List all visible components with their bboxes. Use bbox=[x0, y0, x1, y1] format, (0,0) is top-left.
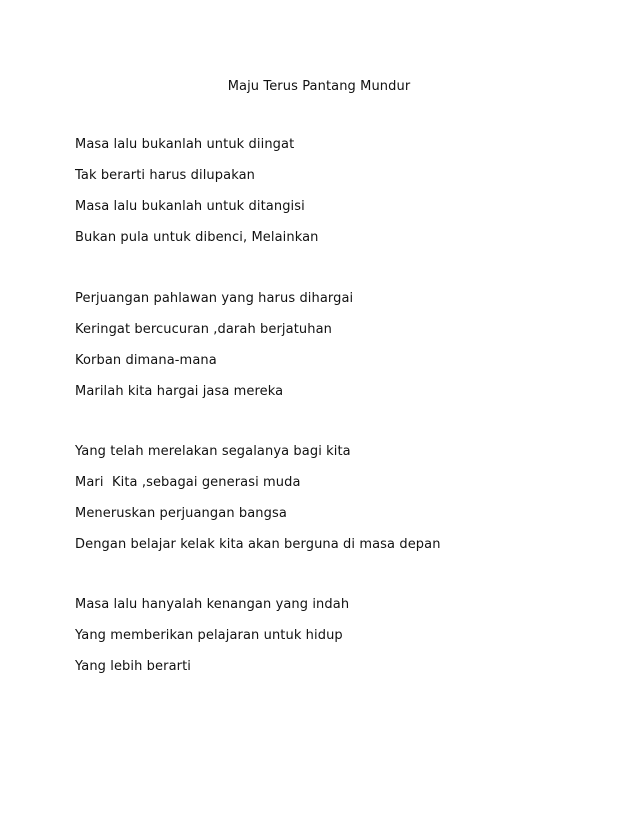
stanza-1-line-4: Bukan pula untuk dibenci, Melainkan bbox=[75, 230, 319, 245]
stanza-2-line-2: Keringat bercucuran ,darah berjatuhan bbox=[75, 322, 332, 337]
stanza-3-line-2: Mari Kita ,sebagai generasi muda bbox=[75, 475, 301, 490]
stanza-4-line-3: Yang lebih berarti bbox=[75, 659, 192, 674]
stanza-1-line-2: Tak berarti harus dilupakan bbox=[75, 168, 255, 183]
stanza-2-line-4: Marilah kita hargai jasa mereka bbox=[75, 384, 284, 399]
stanza-3-line-3: Meneruskan perjuangan bangsa bbox=[75, 506, 287, 521]
stanza-4-line-2: Yang memberikan pelajaran untuk hidup bbox=[75, 628, 343, 643]
stanza-2-line-1: Perjuangan pahlawan yang harus dihargai bbox=[75, 291, 354, 306]
stanza-4-line-1: Masa lalu hanyalah kenangan yang indah bbox=[75, 597, 350, 612]
stanza-2-line-3: Korban dimana-mana bbox=[75, 353, 217, 368]
stanza-3-line-4: Dengan belajar kelak kita akan berguna di masa depan bbox=[75, 537, 441, 552]
stanza-3-line-1: Yang telah merelakan segalanya bagi kita bbox=[75, 444, 351, 459]
poem-title: Maju Terus Pantang Mundur bbox=[227, 79, 411, 94]
stanza-1-line-1: Masa lalu bukanlah untuk diingat bbox=[75, 137, 295, 152]
stanza-1-line-3: Masa lalu bukanlah untuk ditangisi bbox=[75, 199, 305, 214]
